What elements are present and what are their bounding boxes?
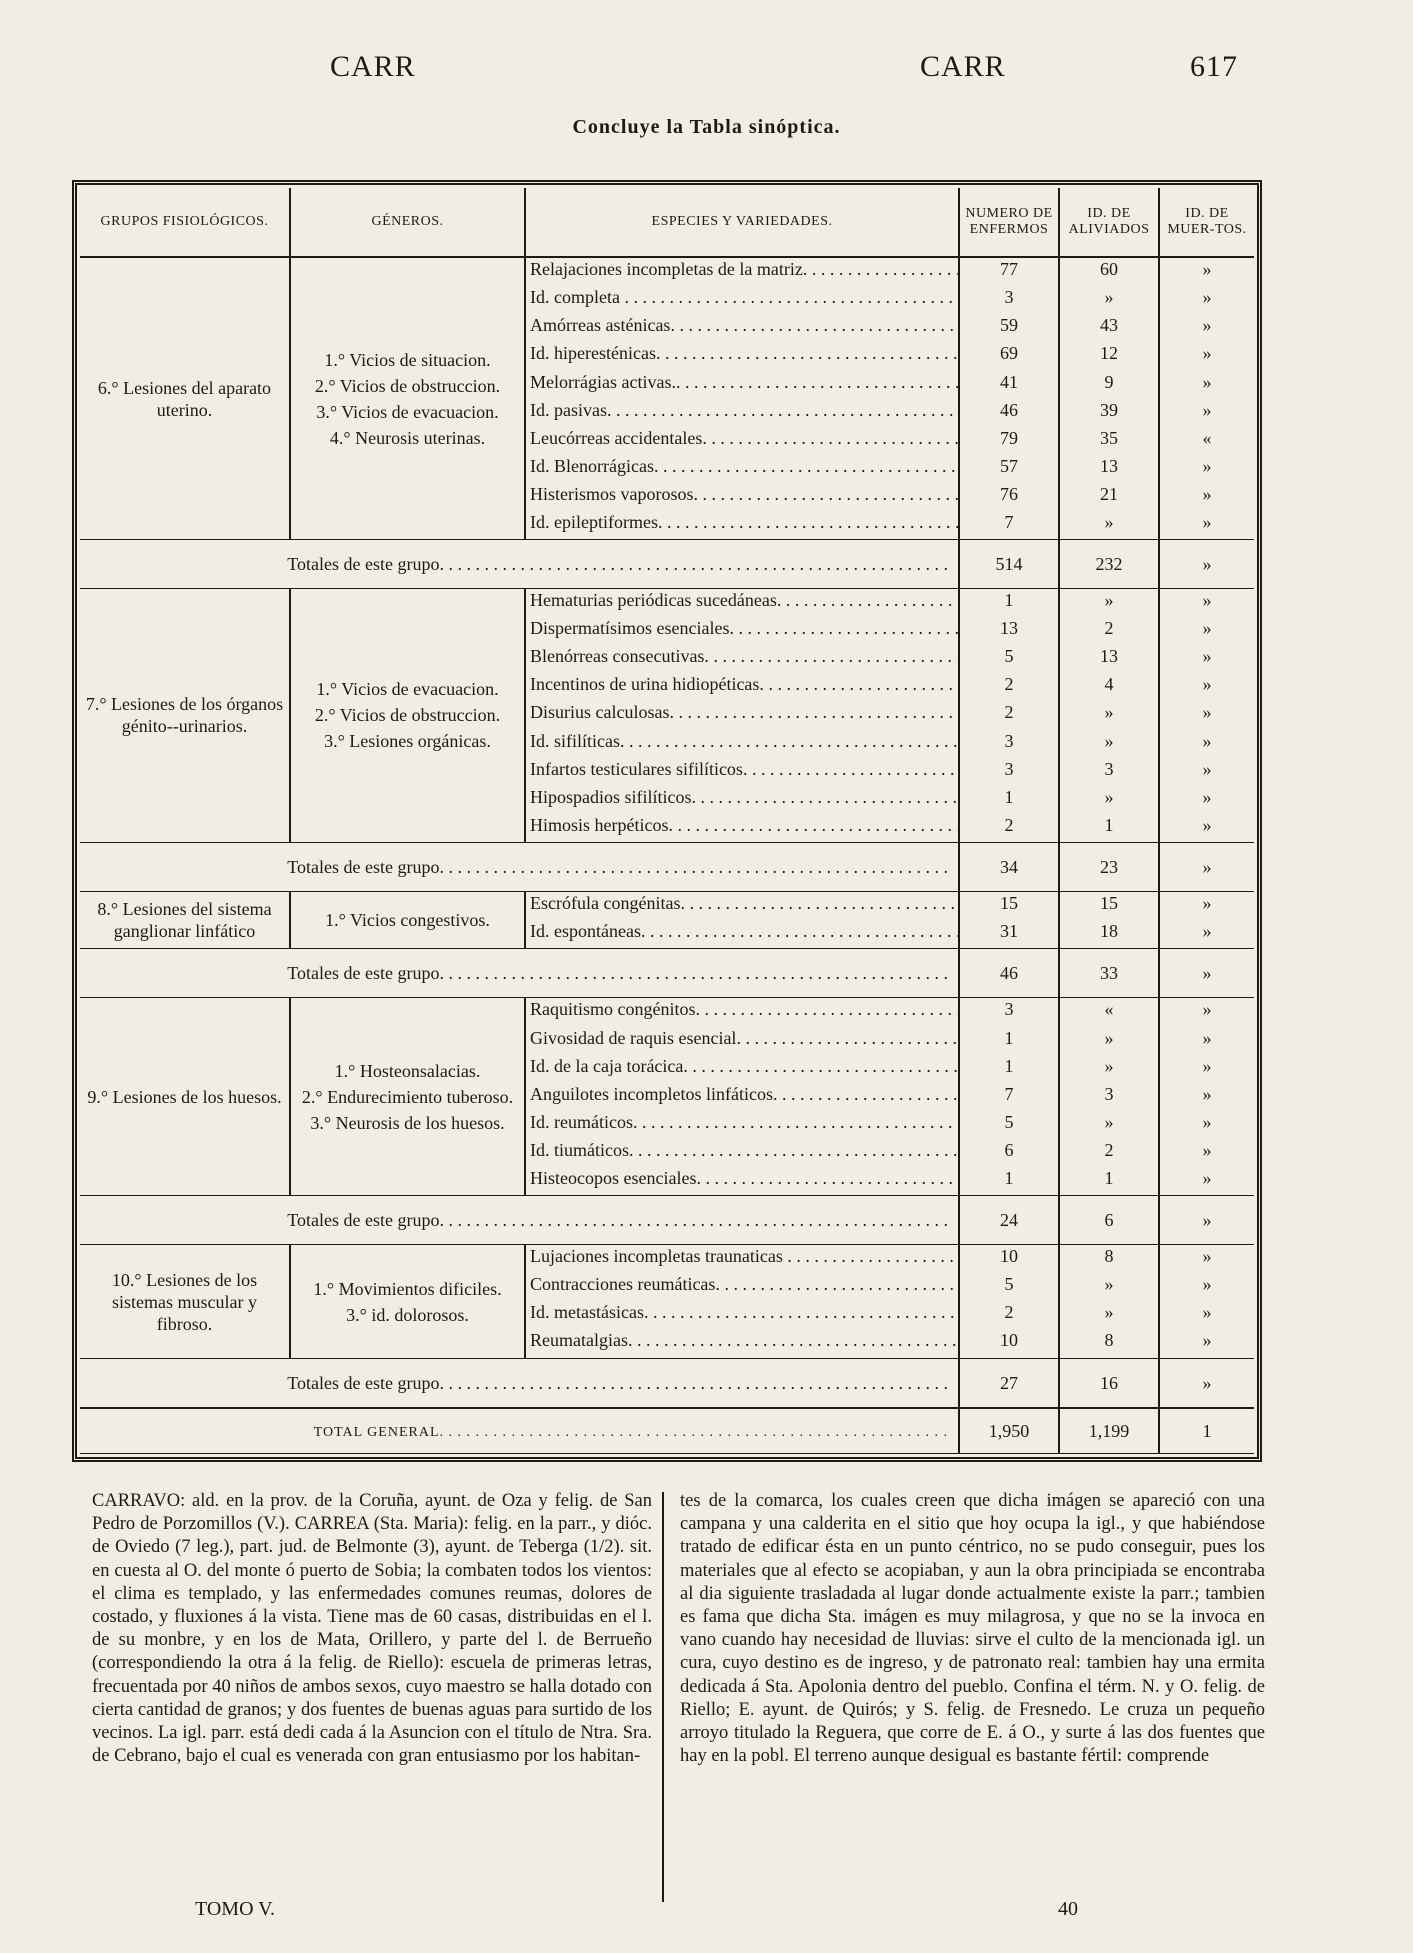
species-cell [525,1301,959,1329]
genus-label: 1.° Vicios de evacuacion. [316,679,499,700]
genus-label: 3.° Vicios de evacuacion. [316,401,499,422]
total-enfermos: 27 [959,1359,1059,1409]
species-label: Contracciones reumáticas. . . . [530,1274,959,1294]
group-total-text: Totales de este grupo. . . . [287,554,948,574]
count-enfermos: 7 [959,511,1059,540]
species-cell [525,1083,959,1111]
species-label: Id. epileptiformes. . . . [530,512,959,532]
total-aliviados: 16 [1059,1359,1159,1409]
count-muertos: » [1159,1083,1254,1111]
group-total-text: Totales de este grupo. . . . [287,1210,948,1230]
genus-label: 1.° Movimientos dificiles. [313,1278,502,1299]
species-cell [525,645,959,673]
count-aliviados: 2 [1059,1139,1159,1167]
species-cell [525,786,959,814]
genus-label: 1.° Vicios de situacion. [324,349,491,370]
species-label: Id. de la caja torácica. . . . [530,1056,959,1076]
genus-label: 4.° Neurosis uterinas. [329,427,486,448]
count-enfermos: 69 [959,342,1059,370]
species-cell [525,483,959,511]
synoptic-table [80,188,1254,1454]
text-column-right: tes de la comarca, los cuales creen que dicha imágen se apareció con una campana y una calderita en el sitio que hoy ocupa la igl., y que habiéndose tratado de edificar ésta en un punto céntrico, no se pudo conseguir, pues los materiales que al efecto se acopiaban, y aun la obra principiada se encontraba al dia siguiente trasladada al lugar donde actualmente existe la parr.; tambien es fama que dicha Sta. imágen es muy milagrosa, y que no se la invoca en vano cuando hay necesidad de lluvias: sirve el culto de la mencionada igl. un cura, cuyo destino es de ingreso, y de patronato real: tambien hay una ermita dedicada á Sta. Apolonia dentro del pueblo. Confina el térm. N. y O. felig. de Riello; E. ayunt. de Quirós; y S. felig. de Fresnedo. Le cruza un pequeño arroyo titulado la Reguera, que corre de E. á O., y surte á las dos fuentes que hay en la pobl. El terreno aunque desigual es bastante fértil: comprende [680,1491,1265,1767]
species-cell [525,589,959,618]
total-aliviados: 23 [1059,842,1159,891]
group-label: 6.° Lesiones del aparato uterino. [97,377,272,420]
count-enfermos: 2 [959,701,1059,729]
table-row [80,257,1254,286]
count-aliviados: » [1059,730,1159,758]
genera-cell [290,589,525,843]
total-muertos: » [1159,540,1254,589]
count-muertos: » [1159,730,1254,758]
header-grupos: GRUPOS FISIOLÓGICOS. [80,188,290,257]
count-muertos: » [1159,314,1254,342]
count-enfermos: 46 [959,399,1059,427]
count-aliviados: » [1059,786,1159,814]
count-enfermos: 1 [959,589,1059,618]
count-enfermos: 1 [959,786,1059,814]
table-row [80,589,1254,618]
count-muertos: » [1159,511,1254,540]
total-enfermos: 46 [959,949,1059,998]
count-muertos: » [1159,371,1254,399]
count-enfermos: 10 [959,1245,1059,1274]
species-cell [525,257,959,286]
species-label: Id. hiperesténicas. . . . [530,343,959,363]
table-row [80,1245,1254,1274]
count-enfermos: 77 [959,257,1059,286]
species-label: Relajaciones incompletas de la matriz. . . . [530,259,959,279]
species-cell [525,891,959,920]
group-total-row [80,1359,1254,1409]
count-enfermos: 7 [959,1083,1059,1111]
species-cell [525,758,959,786]
count-enfermos: 1 [959,1167,1059,1196]
header-aliviados: ID. DE ALIVIADOS [1059,188,1159,257]
species-cell [525,730,959,758]
genus-label: 3.° Lesiones orgánicas. [324,731,491,752]
species-label: Melorrágias activas.. . . . [530,372,959,392]
species-label: Raquitismo congénitos. . . . [530,999,959,1019]
count-enfermos: 3 [959,998,1059,1027]
count-muertos: » [1159,1273,1254,1301]
group-total-row [80,540,1254,589]
count-aliviados: 15 [1059,891,1159,920]
species-label: Id. metastásicas. . . . [530,1302,959,1322]
count-aliviados: 4 [1059,673,1159,701]
count-enfermos: 76 [959,483,1059,511]
count-muertos: » [1159,617,1254,645]
count-enfermos: 57 [959,455,1059,483]
count-aliviados: » [1059,1027,1159,1055]
count-enfermos: 3 [959,286,1059,314]
species-cell [525,1245,959,1274]
count-aliviados: 9 [1059,371,1159,399]
total-muertos: » [1159,842,1254,891]
species-cell [525,371,959,399]
table-row [80,891,1254,920]
genus-label: 1.° Hosteonsalacias. [334,1060,481,1081]
species-cell [525,617,959,645]
genera-cell [290,257,525,540]
count-muertos: » [1159,286,1254,314]
count-muertos: » [1159,786,1254,814]
count-enfermos: 3 [959,730,1059,758]
species-cell [525,1027,959,1055]
count-aliviados: 60 [1059,257,1159,286]
count-muertos: » [1159,589,1254,618]
count-muertos: » [1159,1111,1254,1139]
species-label: Id. Blenorrágicas. . . . [530,456,959,476]
total-muertos: » [1159,1196,1254,1245]
species-cell [525,455,959,483]
count-enfermos: 41 [959,371,1059,399]
count-aliviados: 39 [1059,399,1159,427]
species-cell [525,701,959,729]
species-cell [525,998,959,1027]
species-label: Escrófula congénitas. . . . [530,893,959,913]
total-aliviados: 232 [1059,540,1159,589]
count-aliviados: 13 [1059,645,1159,673]
species-label: Incentinos de urina hidiopéticas. . . . [530,674,959,694]
count-aliviados: 3 [1059,1083,1159,1111]
count-muertos: » [1159,1139,1254,1167]
count-muertos: » [1159,455,1254,483]
count-muertos: » [1159,257,1254,286]
count-muertos: » [1159,645,1254,673]
count-aliviados: 3 [1059,758,1159,786]
count-muertos: « [1159,427,1254,455]
genus-label: 3.° Neurosis de los huesos. [310,1112,505,1133]
count-muertos: » [1159,1329,1254,1358]
genus-label: 2.° Vicios de obstruccion. [314,705,501,726]
species-cell [525,286,959,314]
count-enfermos: 1 [959,1027,1059,1055]
count-enfermos: 79 [959,427,1059,455]
genera-cell [290,998,525,1196]
species-label: Hipospadios sifilíticos. . . . [530,787,959,807]
count-muertos: » [1159,891,1254,920]
total-enfermos: 514 [959,540,1059,589]
species-label: Id. espontáneas. . . . [530,921,959,941]
group-label: 10.° Lesiones de los sistemas muscular y fibroso. [111,1269,258,1334]
species-cell [525,427,959,455]
grand-total-aliviados: 1,199 [1059,1408,1159,1454]
species-cell [525,920,959,949]
grand-total-enfermos: 1,950 [959,1408,1059,1454]
count-aliviados: 8 [1059,1329,1159,1358]
header-especies: ESPECIES Y VARIEDADES. [525,188,959,257]
group-total-label [80,1359,959,1409]
column-divider [662,1492,664,1902]
count-enfermos: 3 [959,758,1059,786]
species-label: Id. reumáticos. . . . [530,1112,959,1132]
genus-label: 2.° Vicios de obstruccion. [314,375,501,396]
genus-label: 3.° id. dolorosos. [346,1304,469,1325]
volume-label: TOMO V. [195,1898,276,1920]
count-enfermos: 2 [959,673,1059,701]
count-aliviados: « [1059,998,1159,1027]
count-enfermos: 13 [959,617,1059,645]
table-row [80,998,1254,1027]
count-aliviados: 43 [1059,314,1159,342]
count-aliviados: 35 [1059,427,1159,455]
count-enfermos: 2 [959,1301,1059,1329]
count-aliviados: » [1059,589,1159,618]
count-enfermos: 15 [959,891,1059,920]
species-label: Id. sifilíticas. . . . [530,731,959,751]
count-aliviados: 8 [1059,1245,1159,1274]
species-label: Hematurias periódicas sucedáneas. . . . [530,590,959,610]
genus-label: 2.° Endurecimiento tuberoso. [301,1086,514,1107]
count-aliviados: » [1059,1301,1159,1329]
count-enfermos: 5 [959,1273,1059,1301]
count-aliviados: » [1059,701,1159,729]
species-cell [525,1329,959,1358]
text-column-left: CARRAVO: ald. en la prov. de la Coruña, ayunt. de Oza y felig. de San Pedro de Porzomillos (V.). CARREA (Sta. Maria): felig. en la parr., y dióc. de Oviedo (7 leg.), part. jud. de Belmonte (3), ayunt. de Teberga (1/2). sit. en cuesta al O. del monte ó puerto de Sobia; la combaten todos los vientos: el clima es templado, y las enfermedades comunes reumas, dolores de costado, y fluxiones á la vista. Tiene mas de 60 casas, distribuidas en el l. de su monbre, y en los de Mata, Orillero, y parte del l. de Berrueño (correspondiendo la otra á la felig. de Riello): escuela de primeras letras, frecuentada por 40 niños de ambos sexos, cuyo maestro se halla dotado con cierta cantidad de granos; y dos fuentes de buenas aguas para surtido de los vecinos. La igl. parr. está dedi cada á la Asuncion con el título de Ntra. Sra. de Cebrano, bajo el cual es venerada con gran entusiasmo por los habitan- [92,1491,652,1767]
grand-total-label [80,1408,959,1454]
species-cell [525,342,959,370]
genera-cell [290,1245,525,1359]
count-muertos: » [1159,342,1254,370]
total-muertos: » [1159,1359,1254,1409]
count-muertos: » [1159,399,1254,427]
count-enfermos: 5 [959,645,1059,673]
species-cell [525,1111,959,1139]
species-label: Id. pasivas. . . . [530,400,959,420]
group-total-label [80,842,959,891]
header-muertos: ID. DE MUER-TOS. [1159,188,1254,257]
group-label: 7.° Lesiones de los órganos génito--urinarios. [85,694,284,737]
species-cell [525,314,959,342]
count-aliviados: 1 [1059,1167,1159,1196]
species-cell [525,399,959,427]
count-aliviados: » [1059,511,1159,540]
count-enfermos: 1 [959,1055,1059,1083]
species-label: Leucórreas accidentales. . . . [530,428,959,448]
count-aliviados: 13 [1059,455,1159,483]
species-label: Infartos testiculares sifilíticos. . . . [530,759,959,779]
group-total-label [80,1196,959,1245]
total-enfermos: 24 [959,1196,1059,1245]
count-muertos: » [1159,1301,1254,1329]
group-label: 8.° Lesiones del sistema ganglionar linfático [97,899,272,942]
count-aliviados: 21 [1059,483,1159,511]
count-aliviados: » [1059,1111,1159,1139]
genera-cell [290,891,525,948]
total-aliviados: 6 [1059,1196,1159,1245]
count-enfermos: 2 [959,814,1059,843]
group-total-row [80,1196,1254,1245]
count-aliviados: 12 [1059,342,1159,370]
running-head-left: CARR [330,50,416,83]
header-generos: GÉNEROS. [290,188,525,257]
count-muertos: » [1159,673,1254,701]
count-aliviados: 1 [1059,814,1159,843]
count-aliviados: » [1059,1273,1159,1301]
count-enfermos: 5 [959,1111,1059,1139]
count-muertos: » [1159,1167,1254,1196]
grand-total-muertos: 1 [1159,1408,1254,1454]
grand-total-row [80,1408,1254,1454]
count-aliviados: » [1059,1055,1159,1083]
total-aliviados: 33 [1059,949,1159,998]
count-muertos: » [1159,920,1254,949]
genus-label: 1.° Vicios congestivos. [325,910,490,931]
total-enfermos: 34 [959,842,1059,891]
group-total-label [80,540,959,589]
count-enfermos: 10 [959,1329,1059,1358]
species-label: Dispermatísimos esenciales. . . . [530,618,959,638]
signature-mark: 40 [1058,1898,1078,1920]
count-enfermos: 6 [959,1139,1059,1167]
species-cell [525,1167,959,1196]
header-numero-enfermos: NUMERO DE ENFERMOS [959,188,1059,257]
group-label: 9.° Lesiones de los huesos. [87,1086,282,1107]
species-label: Histeocopos esenciales. . . . [530,1168,959,1188]
count-muertos: » [1159,483,1254,511]
group-total-row [80,842,1254,891]
species-cell [525,814,959,843]
group-total-row [80,949,1254,998]
group-total-text: Totales de este grupo. . . . [287,963,948,983]
count-aliviados: » [1059,286,1159,314]
count-muertos: » [1159,814,1254,843]
grand-total-text: TOTAL GENERAL. . . . [314,1425,948,1440]
running-head-center: CARR [920,50,1006,83]
species-label: Givosidad de raquis esencial. . . . [530,1028,959,1048]
species-label: Reumatalgias. . . . [530,1330,959,1350]
count-enfermos: 31 [959,920,1059,949]
species-label: Id. tiumáticos. . . . [530,1140,959,1160]
table-subtitle: Concluye la Tabla sinóptica. [572,116,841,138]
count-muertos: » [1159,758,1254,786]
page-number: 617 [1190,50,1238,83]
species-label: Anguilotes incompletos linfáticos. . . . [530,1084,959,1104]
group-total-text: Totales de este grupo. . . . [287,857,948,877]
species-cell [525,1273,959,1301]
group-total-text: Totales de este grupo. . . . [287,1373,948,1393]
count-enfermos: 59 [959,314,1059,342]
species-label: Disurius calculosas. . . . [530,702,959,722]
count-aliviados: 18 [1059,920,1159,949]
count-aliviados: 2 [1059,617,1159,645]
species-label: Amórreas asténicas. . . . [530,315,959,335]
species-cell [525,1055,959,1083]
species-cell [525,511,959,540]
species-label: Id. completa . . . [530,287,959,307]
species-cell [525,673,959,701]
total-muertos: » [1159,949,1254,998]
count-muertos: » [1159,701,1254,729]
count-muertos: » [1159,1245,1254,1274]
count-muertos: » [1159,1027,1254,1055]
species-label: Lujaciones incompletas traunaticas . . . [530,1246,959,1266]
species-label: Himosis herpéticos. . . . [530,815,959,835]
count-muertos: » [1159,998,1254,1027]
species-label: Blenórreas consecutivas. . . . [530,646,959,666]
count-muertos: » [1159,1055,1254,1083]
group-total-label [80,949,959,998]
species-label: Histerismos vaporosos. . . . [530,484,959,504]
species-cell [525,1139,959,1167]
table-header-row [80,188,1254,257]
